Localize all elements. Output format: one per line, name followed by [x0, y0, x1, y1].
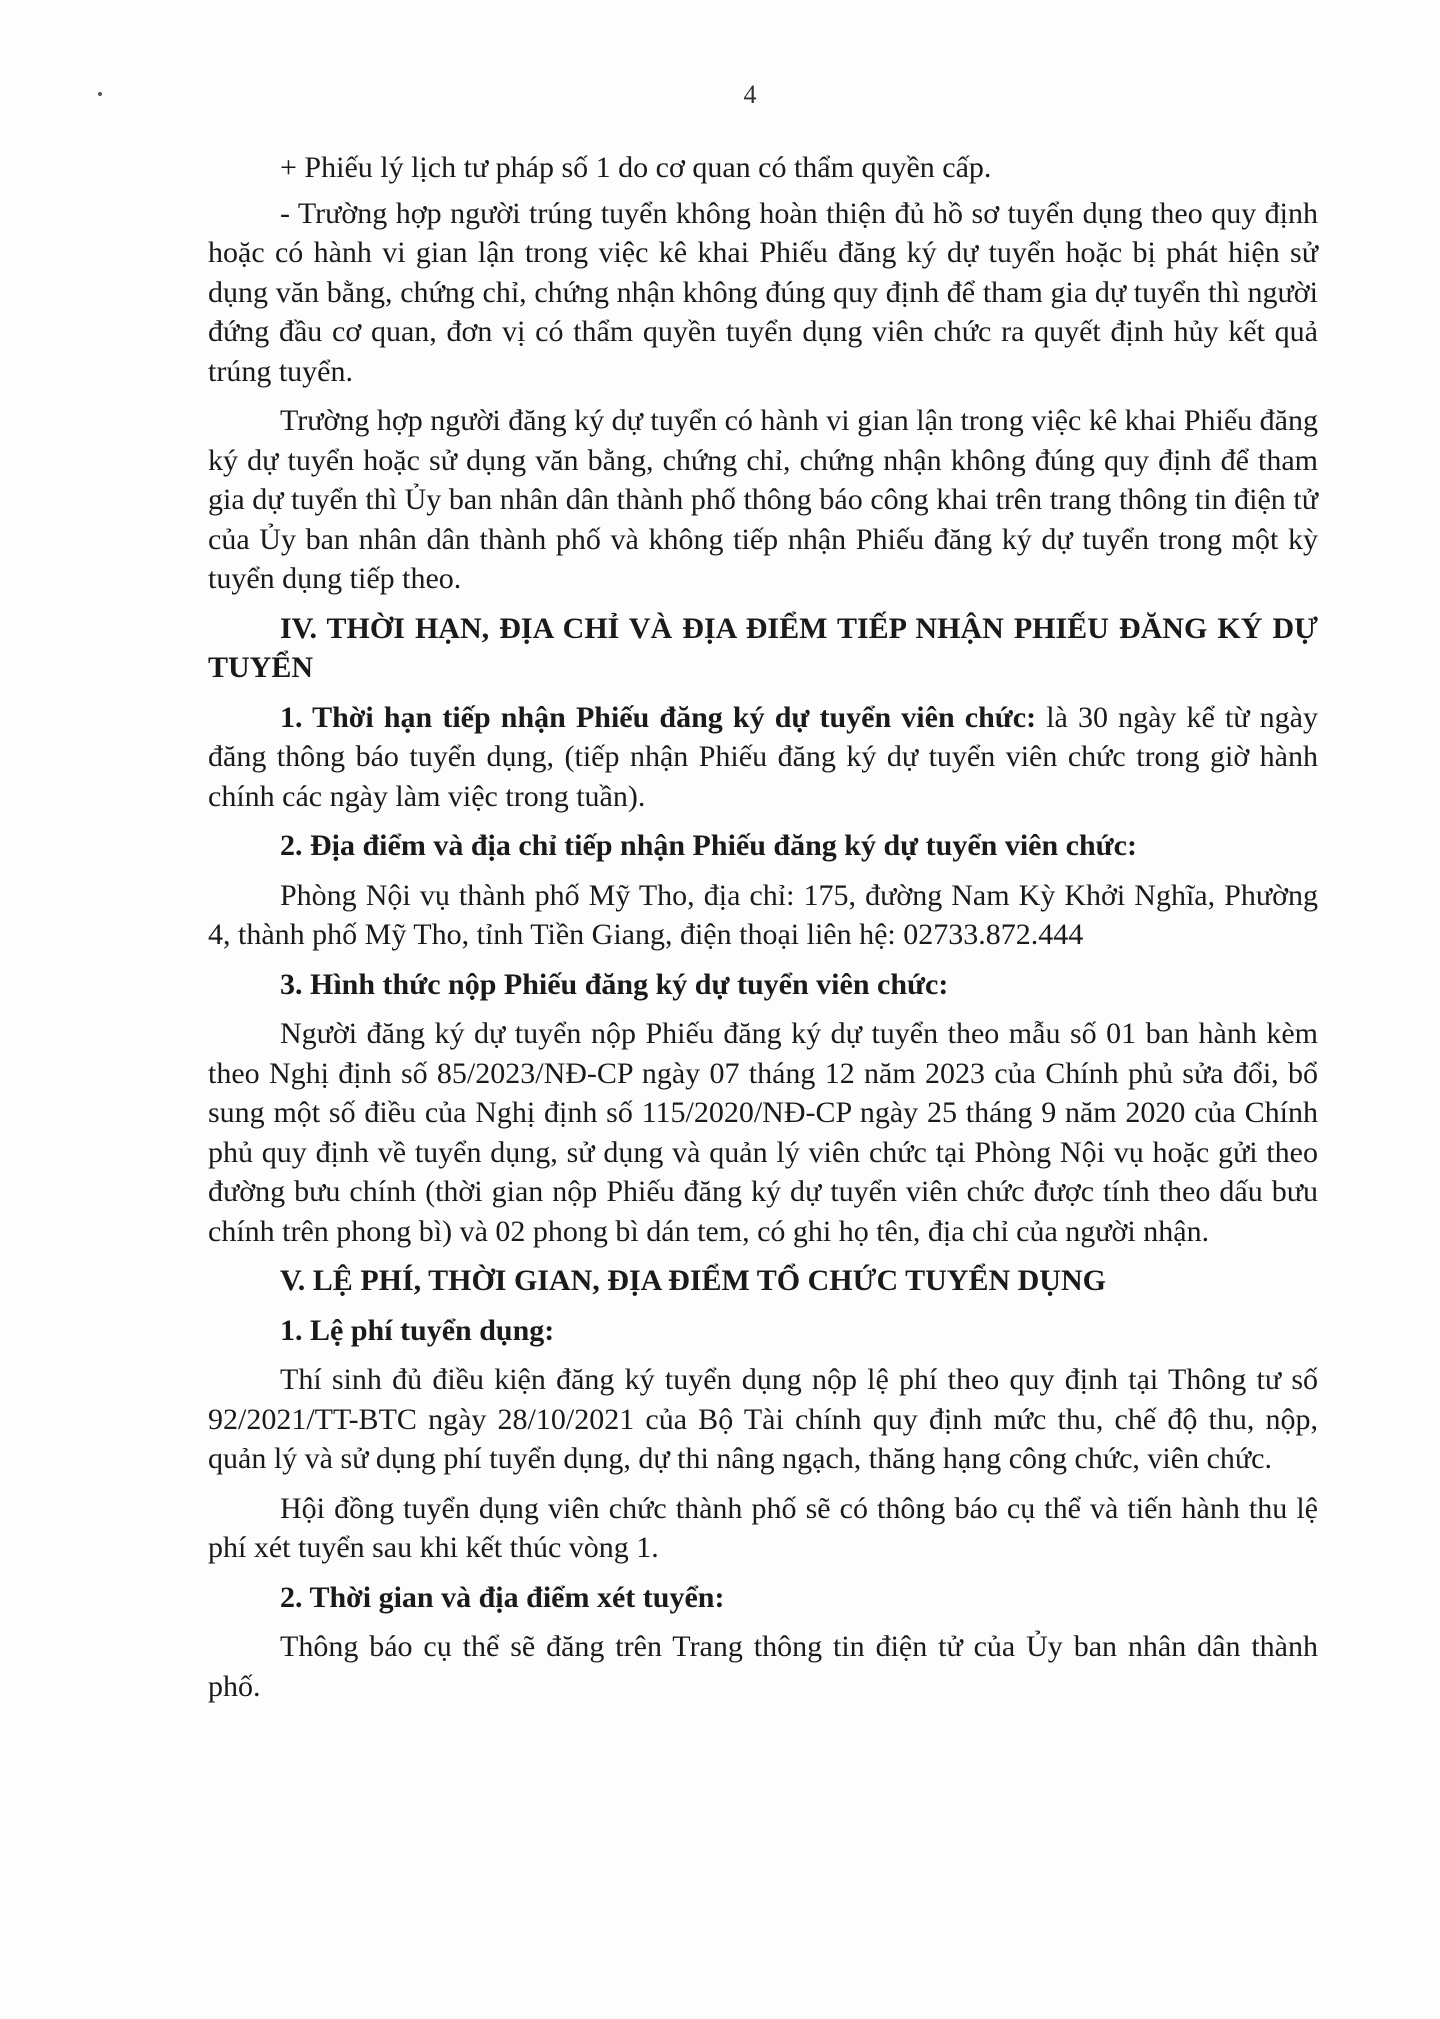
- paragraph-incomplete-dossier: - Trường hợp người trúng tuyển không hoàn thiện đủ hồ sơ tuyển dụng theo quy định hoặc có hành vi gian lận trong việc kê khai Phiếu đăng ký dự tuyển hoặc bị phát hiện sử dụng văn bằng, chứng chỉ, chứng nhận không đúng quy định để tham gia dự tuyển thì người đứng đầu cơ quan, đơn vị có thẩm quyền tuyển dụng viên chức ra quyết định hủy kết quả trúng tuyển.: [208, 196, 1318, 388]
- section-v-item2-heading: 2. Thời gian và địa điểm xét tuyển:: [280, 1580, 725, 1614]
- document-body: [208, 148, 1318, 1716]
- section-iv-item3-heading: 3. Hình thức nộp Phiếu đăng ký dự tuyển viên chức:: [280, 967, 949, 1001]
- paragraph-fraud-notice: Trường hợp người đăng ký dự tuyển có hành vi gian lận trong việc kê khai Phiếu đăng ký dự tuyển hoặc sử dụng văn bằng, chứng chỉ, chứng nhận không đúng quy định để tham gia dự tuyển thì Ủy ban nhân dân thành phố thông báo công khai trên trang thông tin điện tử của Ủy ban nhân dân thành phố và không tiếp nhận Phiếu đăng ký dự tuyển trong một kỳ tuyển dụng tiếp theo.: [208, 404, 1318, 595]
- section-v-item2-text: Thông báo cụ thể sẽ đăng trên Trang thông tin điện tử của Ủy ban nhân dân thành phố.: [208, 1630, 1318, 1703]
- page-number: 4: [743, 80, 757, 109]
- section-v-item1-heading: 1. Lệ phí tuyển dụng:: [280, 1313, 555, 1347]
- section-v-heading: V. LỆ PHÍ, THỜI GIAN, ĐỊA ĐIỂM TỔ CHỨC TUYỂN DỤNG: [280, 1264, 1106, 1297]
- section-v-item1-text2: Hội đồng tuyển dụng viên chức thành phố sẽ có thông báo cụ thể và tiến hành thu lệ phí xét tuyển sau khi kết thúc vòng 1.: [208, 1491, 1318, 1564]
- section-iv-item1-text: là 30 ngày kể từ ngày đăng thông báo tuyển dụng, (tiếp nhận Phiếu đăng ký dự tuyển viên chức trong giờ hành chính các ngày làm việc trong tuần).: [208, 700, 1318, 813]
- section-iv-item1: [208, 698, 1318, 817]
- section-iv-item2-heading: 2. Địa điểm và địa chỉ tiếp nhận Phiếu đăng ký dự tuyển viên chức:: [280, 829, 1137, 862]
- section-iv-item3-text: Người đăng ký dự tuyển nộp Phiếu đăng ký dự tuyển theo mẫu số 01 ban hành kèm theo Nghị định số 85/2023/NĐ-CP ngày 07 tháng 12 năm 2023 của Chính phủ sửa đổi, bổ sung một số điều của Nghị định số 115/2020/NĐ-CP ngày 25 tháng 9 năm 2020 của Chính phủ quy định về tuyển dụng, sử dụng và quản lý viên chức tại Phòng Nội vụ hoặc gửi theo đường bưu chính (thời gian nộp Phiếu đăng ký dự tuyển viên chức được tính theo dấu bưu chính trên phong bì) và 02 phong bì dán tem, có ghi họ tên, địa chỉ của người nhận.: [208, 1017, 1318, 1248]
- section-v-item1-text: Thí sinh đủ điều kiện đăng ký tuyển dụng nộp lệ phí theo quy định tại Thông tư số 92/2021/TT-BTC ngày 28/10/2021 của Bộ Tài chính quy định mức thu, chế độ thu, nộp, quản lý và sử dụng phí tuyển dụng, dự thi nâng ngạch, thăng hạng công chức, viên chức.: [208, 1363, 1318, 1475]
- section-iv-item1-lead: 1. Thời hạn tiếp nhận Phiếu đăng ký dự tuyển viên chức:: [280, 700, 1037, 734]
- section-iv-heading: IV. THỜI HẠN, ĐỊA CHỈ VÀ ĐỊA ĐIỂM TIẾP NHẬN PHIẾU ĐĂNG KÝ DỰ TUYỂN: [208, 611, 1318, 684]
- section-iv-item2-text: Phòng Nội vụ thành phố Mỹ Tho, địa chỉ: 175, đường Nam Kỳ Khởi Nghĩa, Phường 4, thành phố Mỹ Tho, tỉnh Tiền Giang, điện thoại liên hệ: 02733.872.444: [208, 878, 1318, 951]
- paragraph-criminal-record: + Phiếu lý lịch tư pháp số 1 do cơ quan có thẩm quyền cấp.: [280, 151, 992, 184]
